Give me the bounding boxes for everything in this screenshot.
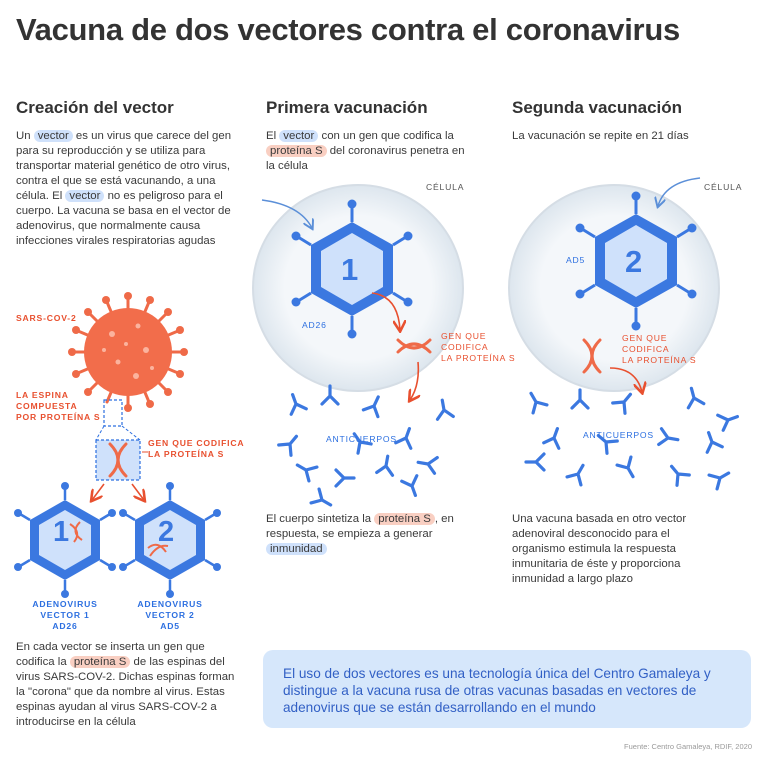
- sars-label: SARS-COV-2: [16, 313, 77, 323]
- text-segment: no es peligroso para el cuerpo. La vacuna se basa en el vector de adenovirus, que normalmente causa infecciones virales respiratorias agudas: [16, 190, 231, 247]
- highlight-term: proteína S: [70, 656, 131, 668]
- gene-label-2: [622, 333, 696, 366]
- vector1-label-line: AD26: [52, 621, 78, 631]
- text-segment: En cada vector se inserta un gen que codifica la: [16, 641, 205, 668]
- text-segment: Un: [16, 130, 34, 142]
- vector2-label-line: AD5: [160, 621, 180, 631]
- antibodies-group-1: [279, 386, 454, 512]
- highlight-term: vector: [65, 190, 104, 202]
- info-box: El uso de dos vectores es una tecnología única del Centro Gamaleya y distingue a la vacuna rusa de otras vacunas basadas en vectores de adenovirus que se están desarrollando en el mundo: [263, 650, 751, 728]
- text-segment: del coronavirus penetra en la célula: [266, 145, 465, 172]
- vector1-number: 1: [53, 516, 70, 548]
- vector1-label-line: VECTOR 1: [40, 610, 90, 620]
- col2-paragraph-2: [266, 512, 456, 557]
- virus1-label: AD26: [302, 320, 327, 330]
- highlight-term: vector: [279, 130, 318, 142]
- highlight-term: inmunidad: [266, 543, 327, 555]
- text-segment: El: [266, 130, 280, 142]
- gene-label-1-line: LA PROTEÍNA S: [441, 353, 516, 363]
- gene-label-2-line: GEN QUE: [622, 333, 668, 343]
- gene-label-line: LA PROTEÍNA S: [148, 449, 225, 459]
- gene-label-line: GEN QUE CODIFICA: [148, 438, 245, 448]
- antibodies-label-2: ANTICUERPOS: [583, 430, 654, 440]
- antibodies-label-1: ANTICUERPOS: [326, 434, 397, 444]
- text-segment: , en respuesta, se empieza a generar: [266, 513, 454, 540]
- text-segment: con un gen que codifica la: [318, 130, 454, 142]
- vector2-number: 2: [158, 516, 175, 548]
- col3-heading: Segunda vacunación: [512, 98, 683, 117]
- vector2-label: [135, 599, 205, 632]
- text-segment: El cuerpo sintetiza la: [266, 513, 375, 525]
- virus1-number: 1: [341, 252, 359, 287]
- spike-highlight-box: [104, 400, 122, 426]
- gene-label-1-line: GEN QUE: [441, 331, 487, 341]
- gene-label: [148, 438, 244, 460]
- text-segment: es un virus que carece del gen para su reproducción y se utiliza para transportar material genético de otro virus, contra el que se está vacunando, a una célula. El: [16, 130, 232, 202]
- col3-paragraph-1: La vacunación se repite en 21 días: [512, 130, 689, 142]
- spike-label-line: POR PROTEÍNA S: [16, 412, 101, 422]
- vector2-label-line: VECTOR 2: [145, 610, 195, 620]
- vector1-label-line: ADENOVIRUS: [32, 599, 98, 609]
- gene-label-1-line: CODIFICA: [441, 342, 489, 352]
- gene-label-2-line: LA PROTEÍNA S: [622, 355, 697, 365]
- col2-heading: Primera vacunación: [266, 98, 428, 117]
- highlight-term: proteína S: [374, 513, 435, 525]
- col1-paragraph-2: [16, 640, 236, 730]
- col2-paragraph-1: [266, 129, 466, 174]
- col3-paragraph-2: Una vacuna basada en otro vector adenoviral desconocido para el organismo estimula la respuesta inmunitaria de éste y proporciona inmunidad a largo plazo: [512, 513, 687, 585]
- vector1-label: [30, 599, 100, 632]
- col1-heading: Creación del vector: [16, 98, 174, 117]
- spike-label-line: COMPUESTA: [16, 401, 78, 411]
- source-note: Fuente: Centro Gamaleya, RDIF, 2020: [624, 742, 752, 751]
- highlight-term: proteína S: [266, 145, 327, 157]
- gene-label-1: [441, 331, 515, 364]
- highlight-term: vector: [34, 130, 73, 142]
- virus2-label: AD5: [566, 255, 586, 265]
- virus2-number: 2: [625, 244, 643, 279]
- spike-label: [16, 390, 100, 423]
- text-segment: de las espinas del virus SARS-COV-2. Dichas espinas forman la "corona" que da nombre al virus. Estas espinas ayudan al virus SARS-COV-2 a introducirse en la célula: [16, 656, 235, 728]
- gene-label-2-line: CODIFICA: [622, 344, 670, 354]
- spike-label-line: LA ESPINA: [16, 390, 69, 400]
- cell-label-2: CÉLULA: [704, 182, 743, 192]
- cell-label-1: CÉLULA: [426, 182, 465, 192]
- vector2-label-line: ADENOVIRUS: [137, 599, 203, 609]
- col1-paragraph-1: [16, 129, 234, 249]
- page-title: Vacuna de dos vectores contra el coronavirus: [16, 12, 680, 47]
